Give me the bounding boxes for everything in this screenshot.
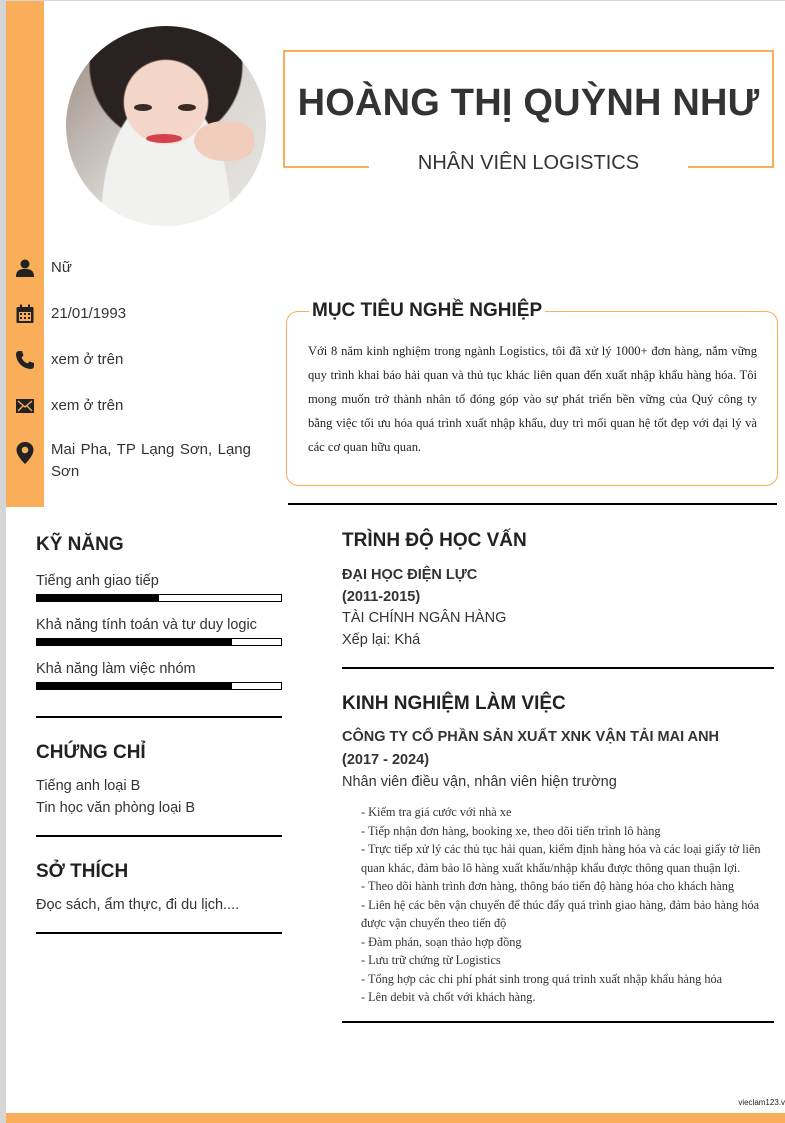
education-major: TÀI CHÍNH NGÂN HÀNG <box>342 610 507 626</box>
address-value: Mai Pha, TP Lạng Sơn, Lạng Sơn <box>51 441 251 480</box>
skill-progress-fill <box>37 639 232 645</box>
certificates-divider <box>36 835 282 837</box>
company-name: CÔNG TY CỔ PHẦN SẢN XUẤT XNK VẬN TẢI MAI ANH <box>342 729 720 745</box>
objective-text: Với 8 năm kinh nghiệm trong ngành Logistics, tôi đã xử lý 1000+ đơn hàng, nắm vững quy trình khai báo hải quan và thủ tục khác liên quan đến xuất nhập khẩu hàng hóa. Tôi mong muốn trở thành nhân tố đóng góp vào sự phát triển bền vững của Quý công ty bằng việc tối ưu hóa quá trình xuất nhập khẩu, duy trì mối quan hệ tốt đẹp với đại lý và các cơ quan hữu quan. <box>308 344 757 454</box>
person-icon <box>14 257 36 279</box>
experience-title: KINH NGHIỆM LÀM VIỆC <box>342 693 566 714</box>
duty-item: - Tiếp nhận đơn hàng, booking xe, theo dõi tiến trình lô hàng <box>361 823 661 838</box>
birthdate-value: 21/01/1993 <box>51 305 127 322</box>
skill-progress-fill <box>37 683 232 689</box>
certificates-title: CHỨNG CHỈ <box>36 742 146 763</box>
cv-page <box>6 1 785 1123</box>
skill-progress-bar <box>36 594 282 602</box>
objective-title: MỤC TIÊU NGHỀ NGHIỆP <box>309 300 545 322</box>
hobbies-text: Đọc sách, ẩm thực, đi du lịch.... <box>36 897 240 913</box>
accent-footer-strip <box>6 1113 785 1123</box>
skills-divider <box>36 716 282 718</box>
calendar-icon <box>14 303 36 325</box>
skill-progress-bar <box>36 682 282 690</box>
skill-label: Khả năng tính toán và tư duy logic <box>36 617 257 633</box>
email-value: xem ở trên <box>51 397 124 414</box>
accent-sidebar-strip <box>6 1 44 507</box>
education-grade: Xếp lại: Khá <box>342 632 421 648</box>
duty-item: - Kiểm tra giá cước với nhà xe <box>361 805 512 819</box>
experience-position: Nhân viên điều vận, nhân viên hiện trường <box>342 774 617 790</box>
gender-value: Nữ <box>51 259 72 276</box>
avatar-hand <box>194 121 254 161</box>
education-period: (2011-2015) <box>342 589 421 605</box>
duty-item: - Trực tiếp xử lý các thủ tục hải quan, kiểm định hàng hóa và các loại giấy tờ liên quan khác, đảm bảo lô hàng xuất khẩu/nhập khẩu được thông quan thuận lợi. <box>361 842 761 875</box>
hobbies-title: SỞ THÍCH <box>36 861 129 882</box>
avatar-eye <box>134 104 152 111</box>
education-divider <box>342 667 774 669</box>
duties-list <box>361 803 775 1007</box>
hobbies-divider <box>36 932 282 934</box>
envelope-icon <box>14 395 36 417</box>
candidate-name: HOÀNG THỊ QUỲNH NHƯ <box>297 82 760 124</box>
duty-item: - Tổng hợp các chi phí phát sinh trong quá trình xuất nhập khẩu hàng hóa <box>361 971 723 986</box>
duty-item: - Đàm phán, soạn thảo hợp đồng <box>361 934 522 949</box>
skills-title: KỸ NĂNG <box>36 534 124 555</box>
certificate-item: Tin học văn phòng loại B <box>36 800 196 816</box>
name-box <box>283 50 774 174</box>
experience-divider <box>342 1021 774 1023</box>
education-title: TRÌNH ĐỘ HỌC VẤN <box>342 530 527 551</box>
skill-label: Khả năng làm việc nhóm <box>36 661 196 677</box>
duty-item: - Liên hệ các bên vận chuyển để thúc đẩy quá trình giao hàng, đảm bảo hàng hóa được vận chuyển theo tiến độ <box>361 897 760 930</box>
duty-item: - Lên debit và chốt với khách hàng. <box>361 990 536 1004</box>
objective-divider <box>288 503 777 505</box>
avatar <box>66 26 266 226</box>
school-name: ĐẠI HỌC ĐIỆN LỰC <box>342 567 478 583</box>
job-title: NHÂN VIÊN LOGISTICS <box>417 152 640 174</box>
map-pin-icon <box>14 442 36 464</box>
skill-label: Tiếng anh giao tiếp <box>36 573 159 589</box>
phone-icon <box>14 349 36 371</box>
skill-progress-bar <box>36 638 282 646</box>
duty-item: - Theo dõi hành trình đơn hàng, thông báo tiến độ hàng hóa cho khách hàng <box>361 879 735 893</box>
watermark: vieclam123.v <box>738 1098 785 1107</box>
experience-period: (2017 - 2024) <box>342 752 430 768</box>
phone-value: xem ở trên <box>51 351 124 368</box>
name-box-corner-left <box>283 166 369 168</box>
name-box-corner-right <box>688 166 774 168</box>
duty-item: - Lưu trữ chứng từ Logistics <box>361 953 501 967</box>
career-objective-box <box>286 300 778 486</box>
skill-progress-fill <box>37 595 159 601</box>
avatar-lips <box>146 134 182 143</box>
avatar-eye <box>178 104 196 111</box>
certificate-item: Tiếng anh loại B <box>36 778 141 794</box>
